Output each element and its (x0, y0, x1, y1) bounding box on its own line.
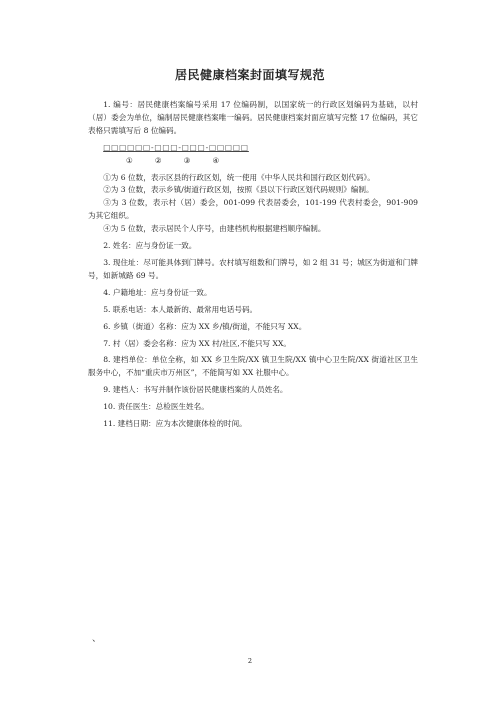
item-7-village: 7. 村（居）委会名称：应为 XX 村/社区,不能只写 XX。 (103, 338, 291, 348)
code-pattern-boxes: □□□□□□-□□□-□□□-□□□□□ (103, 142, 249, 152)
page-title: 居民健康档案封面填写规范 (174, 68, 325, 82)
item-5-phone: 5. 联系电话：本人最新的、最常用电话号码。 (103, 304, 258, 314)
item-2-name: 2. 姓名：应与身份证一致。 (103, 241, 197, 251)
code-digit-labels (88, 155, 418, 168)
item-8-filing-unit: 8. 建档单位：单位全称，如 XX 乡卫生院/XX 镇卫生院/XX 镇中心卫生院/XX 街道社区卫生服务中心，不加“重庆市万州区”，不能简写如 XX 社服中心。 (88, 355, 418, 378)
digit-label-1: ① (126, 155, 133, 165)
code-pattern (88, 142, 418, 155)
item-3-address: 3. 现住址：尽可能具体到门牌号。农村填写组数和门牌号，如 2 组 31 号；城区为街道和门牌号，如新城路 69 号。 (88, 257, 418, 280)
sub-item-2: ②为 3 位数，表示乡镇/街道行政区划，按照《县以下行政区划代码规则》编制。 (103, 185, 374, 195)
digit-label-4: ④ (212, 155, 220, 165)
item-1-number: 1. 编号：居民健康档案编号采用 17 位编码制，以国家统一的行政区划编码为基础，以村（居）委会为单位，编制居民健康档案唯一编码。居民健康档案封面应填写完整 17 位编码，其它表格只需填写后 8 位编码。 (88, 100, 418, 135)
digit-label-3: ③ (183, 155, 191, 165)
item-10-doctor: 10. 责任医生：总检医生姓名。 (103, 402, 209, 412)
item-9-filer: 9. 建档人：书写并制作该份居民健康档案的人员姓名。 (103, 385, 288, 395)
sub-item-3: ③为 3 位数，表示村（居）委会，001-099 代表居委会，101-199 代表村委会，901-909 为其它组织。 (88, 198, 418, 221)
item-4-household-address: 4. 户籍地址：应与身份证一致。 (103, 287, 212, 297)
sub-item-1: ①为 6 位数，表示区县的行政区划，统一使用《中华人民共和国行政区划代码》。 (103, 172, 375, 182)
item-11-date: 11. 建档日期：应为本次健康体检的时间。 (103, 419, 247, 429)
sub-item-4: ④为 5 位数，表示居民个人序号，由建档机构根据建档顺序编制。 (103, 224, 326, 234)
stray-mark: 、 (92, 634, 102, 644)
document-body (88, 99, 418, 435)
digit-label-2: ② (154, 155, 162, 165)
page-number: 2 (247, 657, 253, 665)
item-6-township: 6. 乡镇（街道）名称：应为 XX 乡/镇/街道，不能只写 XX。 (103, 321, 307, 331)
